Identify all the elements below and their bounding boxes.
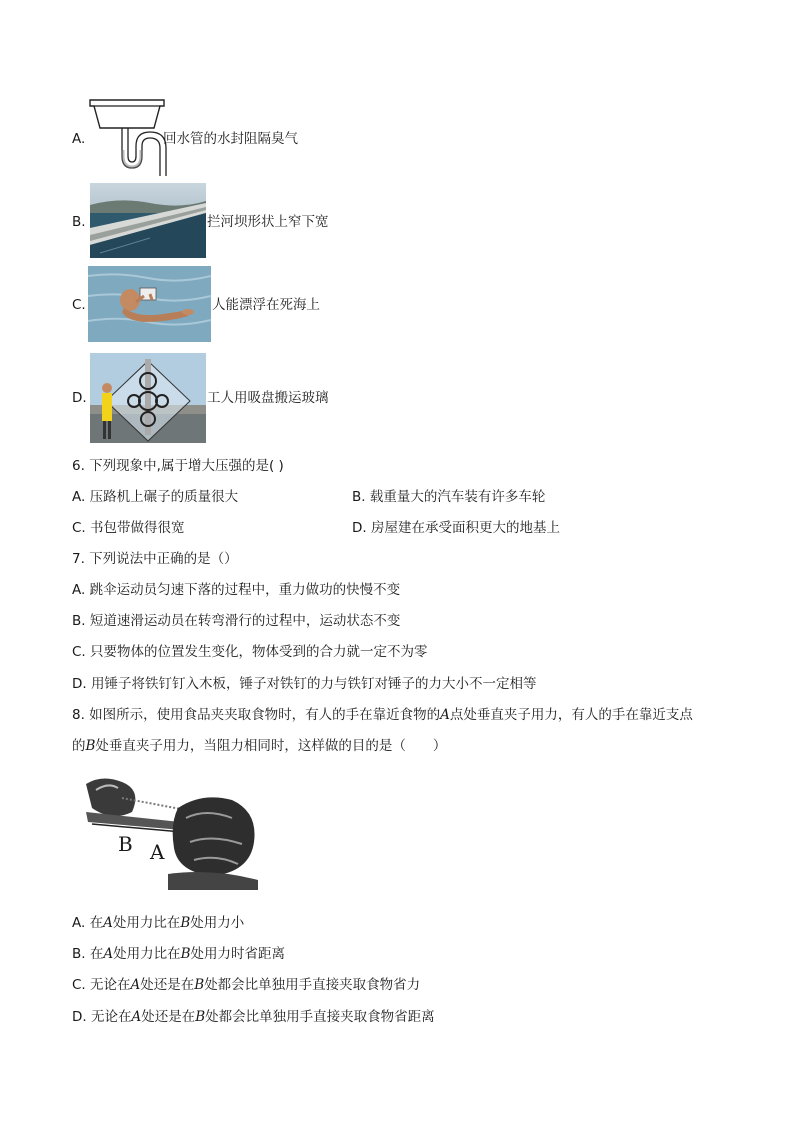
q8-option-c: C. 无论在A处还是在B处都会比单独用手直接夹取食物省力 [72,977,421,993]
q6-option-d: D. 房屋建在承受面积更大的地基上 [352,520,560,536]
q6-option-a: A. 压路机上碾子的质量很大 [72,489,239,505]
q6-option-b: B. 载重量大的汽车装有许多车轮 [352,489,546,505]
q7-option-b: B. 短道速滑运动员在转弯滑行的过程中，运动状态不变 [72,613,401,629]
dam-image [90,183,206,258]
q7-option-d: D. 用锤子将铁钉钉入木板，锤子对铁钉的力与铁钉对锤子的力大小不一定相等 [72,676,537,692]
option-c-text: 人能漂浮在死海上 [212,297,320,313]
q7-stem: 7. 下列说法中正确的是（） [72,551,238,567]
q6-option-c: C. 书包带做得很宽 [72,520,185,536]
q8-stem-line2: 的B处垂直夹子用力，当阻力相同时，这样做的目的是（ ） [72,738,447,754]
q8-option-d: D. 无论在A处还是在B处都会比单独用手直接夹取食物省距离 [72,1009,435,1025]
food-tongs-image [82,772,260,890]
sink-trap-image [88,98,168,178]
figure-label-a: A [150,840,165,864]
q7-option-a: A. 跳伞运动员匀速下落的过程中，重力做功的快慢不变 [72,582,401,598]
q8-stem-line1: 8. 如图所示，使用食品夹夹取食物时，有人的手在靠近食物的A点处垂直夹子用力，有人的手在靠近支点 [72,707,693,723]
option-d-text: 工人用吸盘搬运玻璃 [207,390,329,406]
q8-option-b: B. 在A处用力比在B处用力时省距离 [72,946,286,962]
q6-stem: 6. 下列现象中,属于增大压强的是( ) [72,458,284,474]
food-tongs-figure [82,772,260,890]
option-a-letter: A. [72,131,86,147]
q7-option-c: C. 只要物体的位置发生变化，物体受到的合力就一定不为零 [72,644,428,660]
option-b-text: 拦河坝形状上窄下宽 [207,214,329,230]
option-d-letter: D. [72,390,87,406]
option-a-text: 回水管的水封阻隔臭气 [163,131,298,147]
option-b-letter: B. [72,214,86,230]
option-c-letter: C. [72,297,86,313]
dead-sea-image [88,266,211,342]
suction-cup-image [90,353,206,443]
figure-label-b: B [118,832,133,856]
q8-option-a: A. 在A处用力比在B处用力小 [72,915,245,931]
